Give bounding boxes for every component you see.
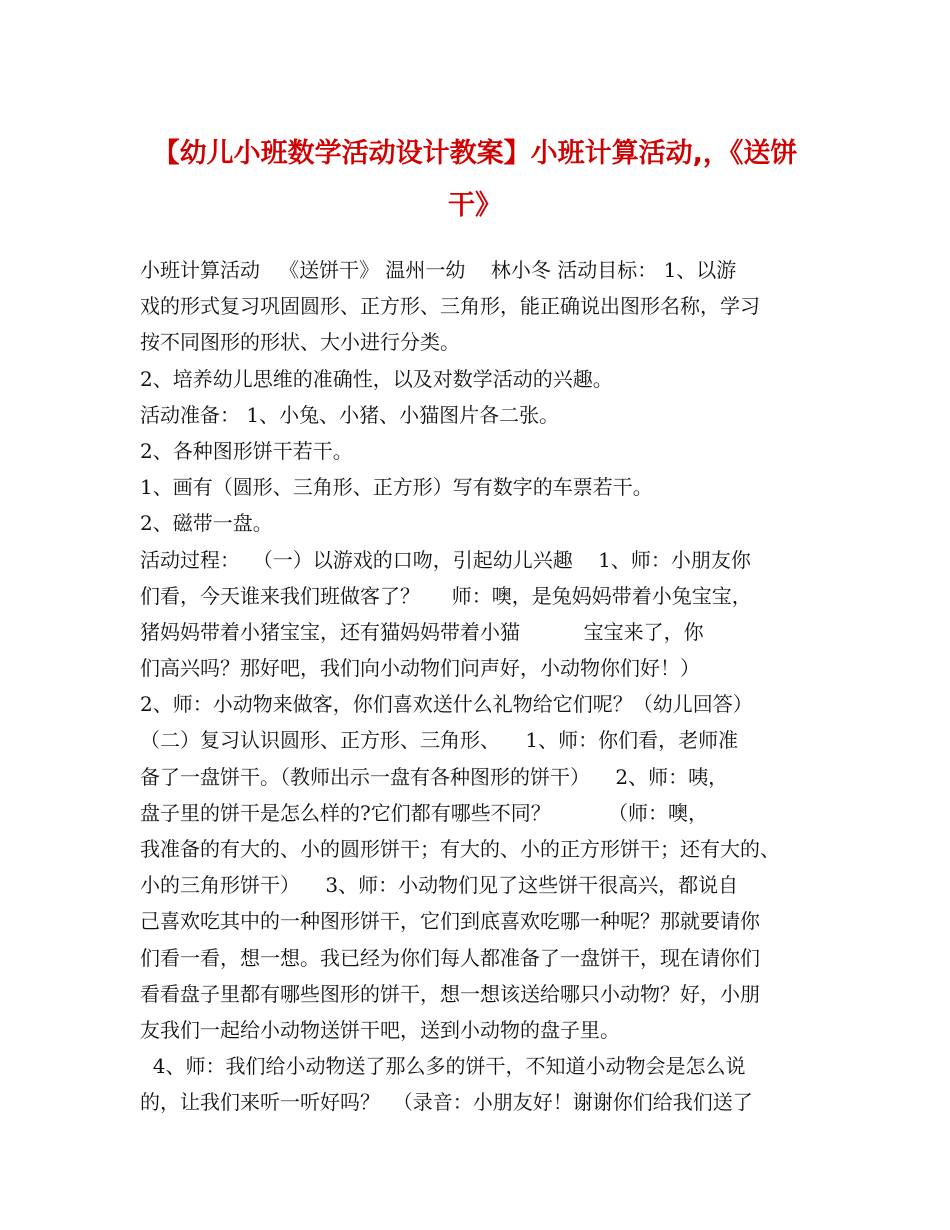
body-line: 的，让我们来听一听好吗？ （录音：小朋友好！谢谢你们给我们送了 (140, 1090, 753, 1115)
body-line: 小班计算活动 《送饼干》 温州一幼 林小冬 活动目标： 1、以游 (140, 258, 737, 282)
body-line: 1、画有（圆形、三角形、正方形）写有数字的车票若干。 (140, 475, 653, 500)
body-line: 2、培养幼儿思维的准确性，以及对数学活动的兴趣。 (140, 366, 613, 391)
body-line: 按不同图形的形状、大小进行分类。 (140, 330, 460, 355)
body-line: 2、师：小动物来做客，你们喜欢送什么礼物给它们呢？（幼儿回答） (140, 692, 753, 717)
body-line: 猪妈妈带着小猪宝宝，还有猫妈妈带着小猫 宝宝来了，你 (140, 619, 704, 644)
body-line: 我准备的有大的、小的圆形饼干；有大的、小的正方形饼干；还有大的、 (140, 837, 780, 861)
body-line: 盘子里的饼干是怎么样的?它们都有哪些不同？ （师：噢， (140, 800, 708, 825)
document-body (140, 252, 830, 1121)
title-line-1: 【幼儿小班数学活动设计教案】小班计算活动,，《送饼 (152, 138, 798, 169)
body-line: 备了一盘饼干。（教师出示一盘有各种图形的饼干） 2、师：咦， (140, 764, 729, 789)
body-line: 们看一看，想一想。我已经为你们每人都准备了一盘饼干，现在请你们 (140, 945, 760, 970)
body-line: 2、各种图形饼干若干。 (140, 438, 353, 463)
body-line: 活动准备： 1、小兔、小猪、小猫图片各二张。 (140, 402, 560, 427)
body-line: 们高兴吗？那好吧，我们向小动物们问声好，小动物你们好！） (140, 656, 700, 681)
body-line: 2、磁带一盘。 (140, 511, 273, 536)
body-line: 戏的形式复习巩固圆形、正方形、三角形，能正确说出图形名称，学习 (140, 294, 760, 319)
body-line: 看看盘子里都有哪些图形的饼干，想一想该送给哪只小动物？好，小朋 (140, 981, 760, 1006)
body-line: 4、师：我们给小动物送了那么多的饼干，不知道小动物会是怎么说 (140, 1054, 746, 1079)
body-line: 们看，今天谁来我们班做客了？ 师：噢，是兔妈妈带着小兔宝宝， (140, 583, 752, 608)
title-line-2: 干》 (448, 190, 502, 221)
document-title (100, 128, 850, 232)
body-line: 己喜欢吃其中的一种图形饼干，它们到底喜欢吃哪一种呢？那就要请你 (140, 909, 760, 934)
body-line: （二）复习认识圆形、正方形、三角形、 1、师：你们看，老师准 (140, 728, 739, 753)
body-line: 友我们一起给小动物送饼干吧，送到小动物的盘子里。 (140, 1017, 620, 1042)
body-line: 小的三角形饼干） 3、师：小动物们见了这些饼干很高兴，都说自 (140, 873, 739, 898)
body-line: 活动过程： （一）以游戏的口吻，引起幼儿兴趣 1、师：小朋友你 (140, 547, 751, 572)
